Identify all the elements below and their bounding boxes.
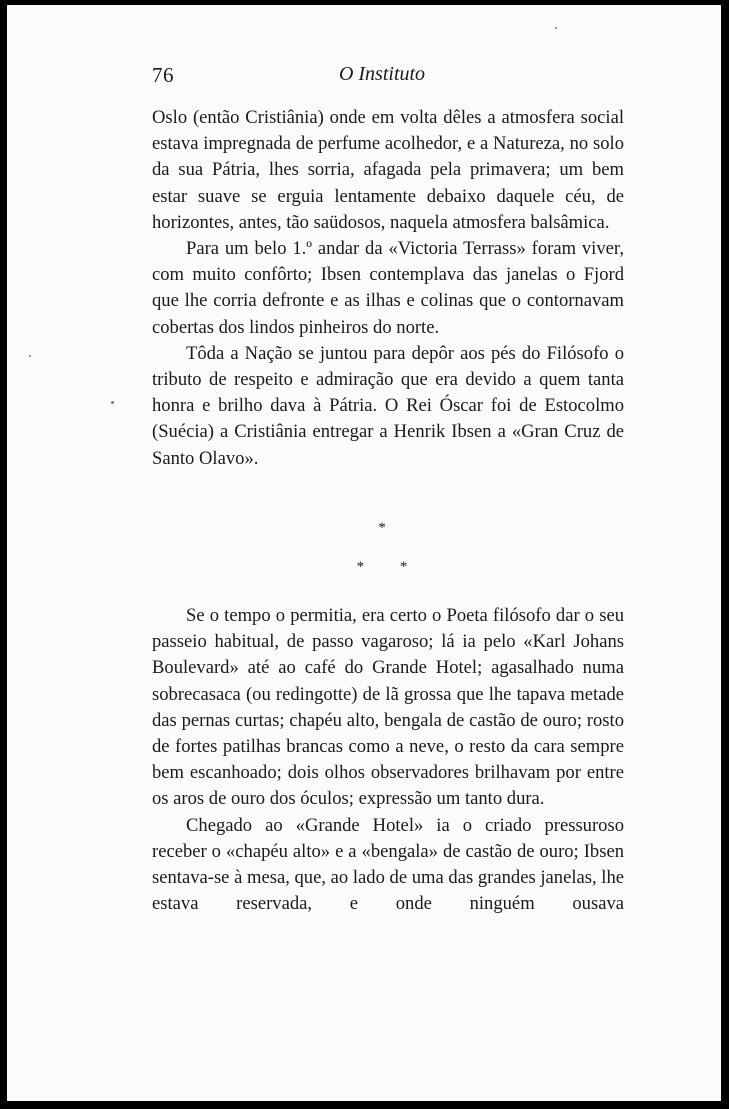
running-title: O Instituto: [338, 63, 426, 85]
section-separator-top: [7, 520, 721, 537]
asterisk: *: [378, 520, 386, 536]
text-section-1: [152, 105, 624, 472]
paragraph-continued: Oslo (então Cristiânia) onde em volta dêles a atmosfera social estava impregnada de perfume acolhedor, e a Natureza, no solo da sua Pátria, lhes sorria, afagada pela primavera; um bem estar suave se erguia lentamente debaixo daquele céu, de horizontes, antes, tão saüdosos, naquela atmosfera balsâmica.: [152, 107, 624, 233]
paragraph-victoria-terrass: Para um belo 1.º andar da «Victoria Terrass» foram viver, com muito confôrto; Ibsen contemplava das janelas o Fjord que lhe corria defronte e as ilhas e colinas que o contornavam cobertas dos lindos pinheiros do norte.: [152, 238, 624, 338]
asterisk: *: [356, 559, 365, 575]
book-page: [7, 5, 721, 1101]
paper-speck: [111, 401, 114, 404]
text-section-2: [152, 603, 624, 917]
section-separator-bottom: [7, 559, 721, 576]
paper-speck: [555, 27, 557, 29]
paragraph-grande-hotel: Chegado ao «Grande Hotel» ia o criado pressuroso receber o «chapéu alto» e a «bengala» de castão de ouro; Ibsen sentava-se à mesa, que, ao lado de uma das grandes janelas, lhe estava reservada, e onde ninguém ousava: [152, 814, 624, 915]
paper-speck: [29, 355, 31, 357]
asterisk: *: [399, 559, 408, 575]
page-header: [7, 63, 721, 93]
page-number: 76: [152, 63, 174, 87]
paragraph-nacao: Tôda a Nação se juntou para depôr aos pés do Filósofo o tributo de respeito e admiração que era devido a quem tanta honra e brilho dava à Pátria. O Rei Óscar foi de Estocolmo (Suécia) a Cristiânia entregar a Henrik Ibsen a «Gran Cruz de Santo Olavo».: [152, 342, 624, 469]
paragraph-passeio: Se o tempo o permitia, era certo o Poeta filósofo dar o seu passeio habitual, de passo vagaroso; lá ia pelo «Karl Johans Boulevard» até ao café do Grande Hotel; agasalhado numa sobrecasaca (ou redingotte) de lã grossa que lhe tapava metade das pernas curtas; chapéu alto, bengala de castão de ouro; rosto de fortes patilhas brancas como a neve, o resto da cara sempre bem escanhoado; dois olhos observadores brilhavam por entre os aros de ouro dos óculos; expressão um tanto dura.: [152, 605, 624, 810]
